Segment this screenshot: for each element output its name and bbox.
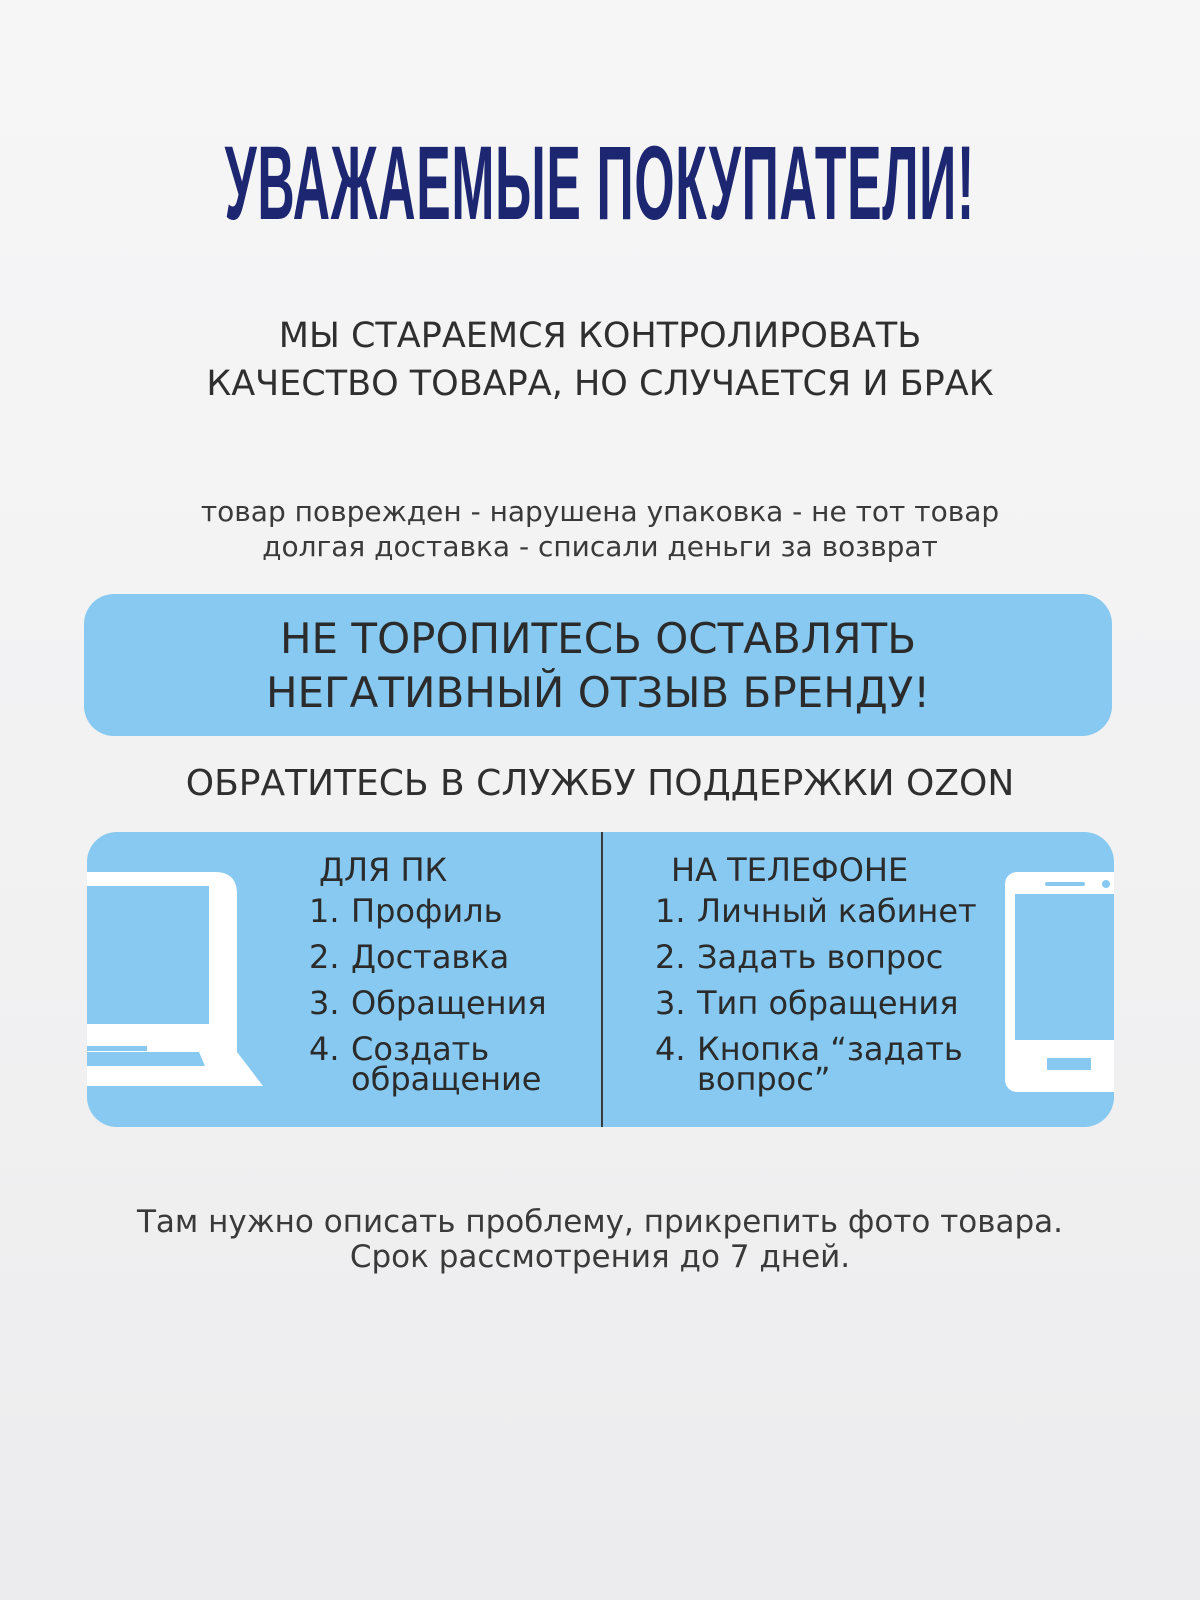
- step-number: 1.: [309, 892, 340, 930]
- reasons-line-1: товар поврежден - нарушена упаковка - не тот товар: [200, 495, 1000, 528]
- subtitle-line-2: КАЧЕСТВО ТОВАРА, НО СЛУЧАЕТСЯ И БРАК: [206, 364, 994, 404]
- headline-container: [0, 125, 1200, 243]
- pc-step: [309, 1030, 547, 1098]
- step-number: 4.: [309, 1030, 340, 1068]
- step-text: Тип обращения: [697, 984, 959, 1022]
- footer-line-1: Там нужно описать проблему, прикрепить фото товара.: [136, 1204, 1064, 1240]
- phone-icon: [1005, 872, 1114, 1092]
- warning-line-2: НЕГАТИВНЫЙ ОТЗЫВ БРЕНДУ!: [265, 668, 931, 717]
- step-text: Личный кабинет: [697, 892, 977, 930]
- instructions-panel: [87, 832, 1114, 1127]
- step-text: Создать обращение: [351, 1030, 542, 1098]
- page-title: УВАЖАЕМЫЕ ПОКУПАТЕЛИ!: [224, 125, 976, 243]
- warning-line-1: НЕ ТОРОПИТЕСЬ ОСТАВЛЯТЬ: [279, 614, 917, 663]
- phone-step: [655, 938, 977, 976]
- pc-steps-list: [309, 892, 547, 1110]
- phone-step: [655, 892, 977, 930]
- footer-line-2: Срок рассмотрения до 7 дней.: [349, 1239, 851, 1275]
- laptop-icon: [87, 872, 269, 1092]
- step-text: Обращения: [351, 984, 547, 1022]
- step-number: 2.: [309, 938, 340, 976]
- pc-step: [309, 938, 547, 976]
- column-divider: [601, 832, 603, 1127]
- pc-column-title: ДЛЯ ПК: [319, 851, 448, 889]
- phone-step: [655, 1030, 977, 1098]
- pc-step: [309, 984, 547, 1022]
- pc-step: [309, 892, 547, 930]
- step-number: 2.: [655, 938, 686, 976]
- step-text: Доставка: [351, 938, 510, 976]
- reasons-line-2: долгая доставка - списали деньги за возврат: [262, 530, 938, 563]
- support-call: ОБРАТИТЕСЬ В СЛУЖБУ ПОДДЕРЖКИ OZON: [185, 763, 1015, 804]
- phone-step: [655, 984, 977, 1022]
- step-number: 3.: [309, 984, 340, 1022]
- step-number: 3.: [655, 984, 686, 1022]
- phone-steps-list: [655, 892, 977, 1110]
- subtitle: [0, 312, 1200, 408]
- step-text: Кнопка “задать вопрос”: [697, 1030, 963, 1098]
- step-number: 1.: [655, 892, 686, 930]
- step-text: Задать вопрос: [697, 938, 944, 976]
- phone-column-title: НА ТЕЛЕФОНЕ: [671, 851, 909, 889]
- step-number: 4.: [655, 1030, 686, 1068]
- footer-note: [0, 1205, 1200, 1275]
- warning-banner: [84, 594, 1112, 736]
- step-text: Профиль: [351, 892, 503, 930]
- defect-reasons: [0, 494, 1200, 564]
- subtitle-line-1: МЫ СТАРАЕМСЯ КОНТРОЛИРОВАТЬ: [278, 316, 922, 356]
